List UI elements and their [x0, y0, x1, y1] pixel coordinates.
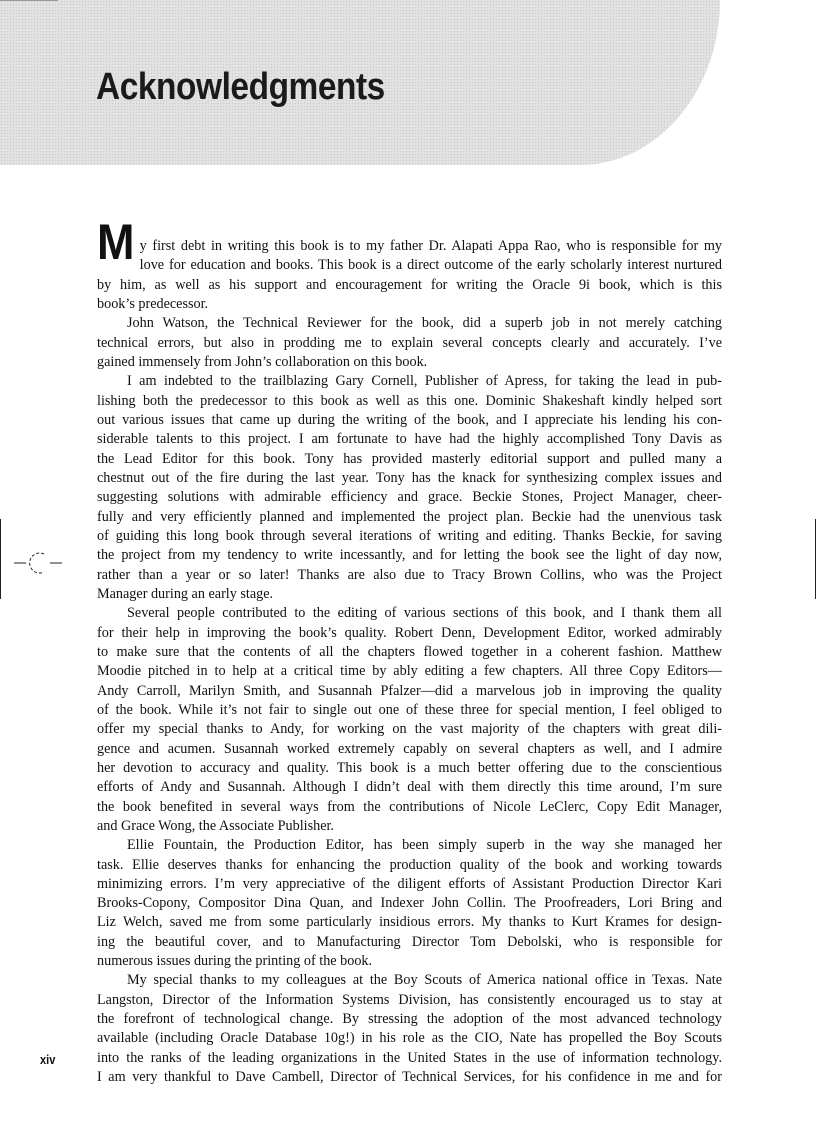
text-line: her devotion to accuracy and quality. This book is a much better offering due to the conscientious	[97, 759, 722, 776]
corner-rule	[0, 0, 58, 1]
text-line: rather than a year or so later! Thanks are also due to Tracy Brown Collins, who was the Project	[97, 566, 722, 583]
text-line: ing the beautiful cover, and to Manufacturing Director Tom Debolski, who is responsible for	[97, 933, 722, 950]
text-line: My special thanks to my colleagues at the Boy Scouts of America national office in Texas. Nate	[127, 972, 722, 989]
text-line: available (including Oracle Database 10g!) in his role as the CIO, Nate has propelled the Boy Scouts	[97, 1030, 722, 1047]
text-line: into the ranks of the leading organizations in the United States in the use of information technology.	[97, 1049, 722, 1066]
drop-cap: M	[97, 214, 135, 270]
text-line: the book benefited in several ways from the contributions of Nicole LeClerc, Copy Edit Manager,	[97, 798, 722, 815]
chapter-title: Acknowledgments	[96, 66, 385, 108]
text-line: Manager during an early stage.	[97, 585, 274, 602]
text-line: Several people contributed to the editing of various sections of this book, and I thank them all	[127, 605, 722, 622]
text-line: fully and very efficiently planned and implemented the project plan. Beckie had the unenvious task	[97, 508, 722, 525]
text-line: of guiding this long book through several iterations of writing and editing. Thanks Beckie, for saving	[97, 527, 722, 544]
margin-bar-left	[0, 519, 1, 599]
page-number: xiv	[40, 1052, 56, 1067]
text-line: Ellie Fountain, the Production Editor, has been simply superb in the way she managed her	[127, 837, 722, 854]
text-line: efforts of Andy and Susannah. Although I didn’t deal with them directly this time around, I’m sure	[97, 779, 722, 796]
text-line: and Grace Wong, the Associate Publisher.	[97, 817, 334, 834]
text-line: John Watson, the Technical Reviewer for the book, did a superb job in not merely catching	[127, 315, 722, 332]
text-line: task. Ellie deserves thanks for enhancing the production quality of the book and working towards	[97, 856, 722, 873]
text-line: I am indebted to the trailblazing Gary Cornell, Publisher of Apress, for taking the lead in pub-	[127, 373, 722, 390]
text-line: y first debt in writing this book is to my father Dr. Alapati Appa Rao, who is responsible for my	[139, 238, 722, 254]
text-line: gained immensely from John’s collaboration on this book.	[97, 353, 428, 370]
text-line: technical errors, but also in prodding me to explain several concepts clearly and accurately. I’ve	[97, 334, 722, 351]
text-line: Liz Welch, saved me from some particularly insidious errors. My thanks to Kurt Krames for design-	[97, 914, 722, 931]
text-line: gence and acumen. Susannah worked extremely capably on several chapters as well, and I admire	[97, 740, 722, 757]
text-line: siderable talents to this project. I am fortunate to have had the highly accomplished Tony Davis as	[97, 431, 722, 448]
text-line: the forefront of technological change. By stressing the adoption of the most advanced technology	[97, 1011, 722, 1028]
text-line: lishing both the predecessor to this book as well as this one. Dominic Shakeshaft kindly helped sort	[97, 392, 722, 409]
text-line: Moodie pitched in to help at a critical time by ably editing a few chapters. All three Copy Editors—	[97, 663, 722, 680]
text-line: of the book. While it’s not fair to single out one of these three for special mention, I feel obliged to	[97, 701, 722, 718]
text-line: Brooks-Copony, Compositor Dina Quan, and Indexer John Collin. The Proofreaders, Lori Bring and	[97, 895, 722, 912]
text-line: by him, as well as his support and encouragement for writing the Oracle 9i book, which is this	[97, 276, 722, 293]
text-line: to make sure that the contents of all the chapters flowed together in a coherent fashion. Matthew	[97, 643, 722, 660]
text-line: chestnut out of the fire during the last year. Tony has the knack for synthesizing complex issues and	[97, 469, 722, 486]
text-line: minimizing errors. I’m very appreciative of the diligent efforts of Assistant Production Director Kari	[97, 875, 722, 892]
text-line: book’s predecessor.	[97, 295, 209, 312]
text-line: the Lead Editor for this book. Tony has provided masterly editorial support and pulled many a	[97, 450, 722, 467]
text-line: offer my special thanks to Andy, for working on the vast majority of the chapters with great dili-	[97, 721, 722, 738]
text-line: suggesting solutions with admirable efficiency and grace. Beckie Stones, Project Manager, cheer-	[97, 489, 722, 506]
text-line: the project from my tendency to write incessantly, and for letting the book see the light of day now,	[97, 547, 722, 564]
text-line: Andy Carroll, Marilyn Smith, and Susannah Pfalzer—did a marvelous job in improving the quality	[97, 682, 722, 699]
text-line: Langston, Director of the Information Systems Division, has consistently encouraged us to stay at	[97, 991, 722, 1008]
text-line: I am very thankful to Dave Cambell, Director of Technical Services, for his confidence in me and for	[97, 1069, 722, 1086]
text-line: love for education and books. This book is a direct outcome of the early scholarly interest nurtured	[139, 257, 722, 274]
registration-mark-icon	[14, 548, 64, 578]
text-line: out various issues that came up during the writing of the book, and I appreciate his lending his con-	[97, 411, 722, 428]
text-line: numerous issues during the printing of the book.	[97, 953, 373, 970]
text-line: for their help in improving the book’s quality. Robert Denn, Development Editor, worked admirably	[97, 624, 722, 641]
body-text	[97, 214, 722, 1087]
